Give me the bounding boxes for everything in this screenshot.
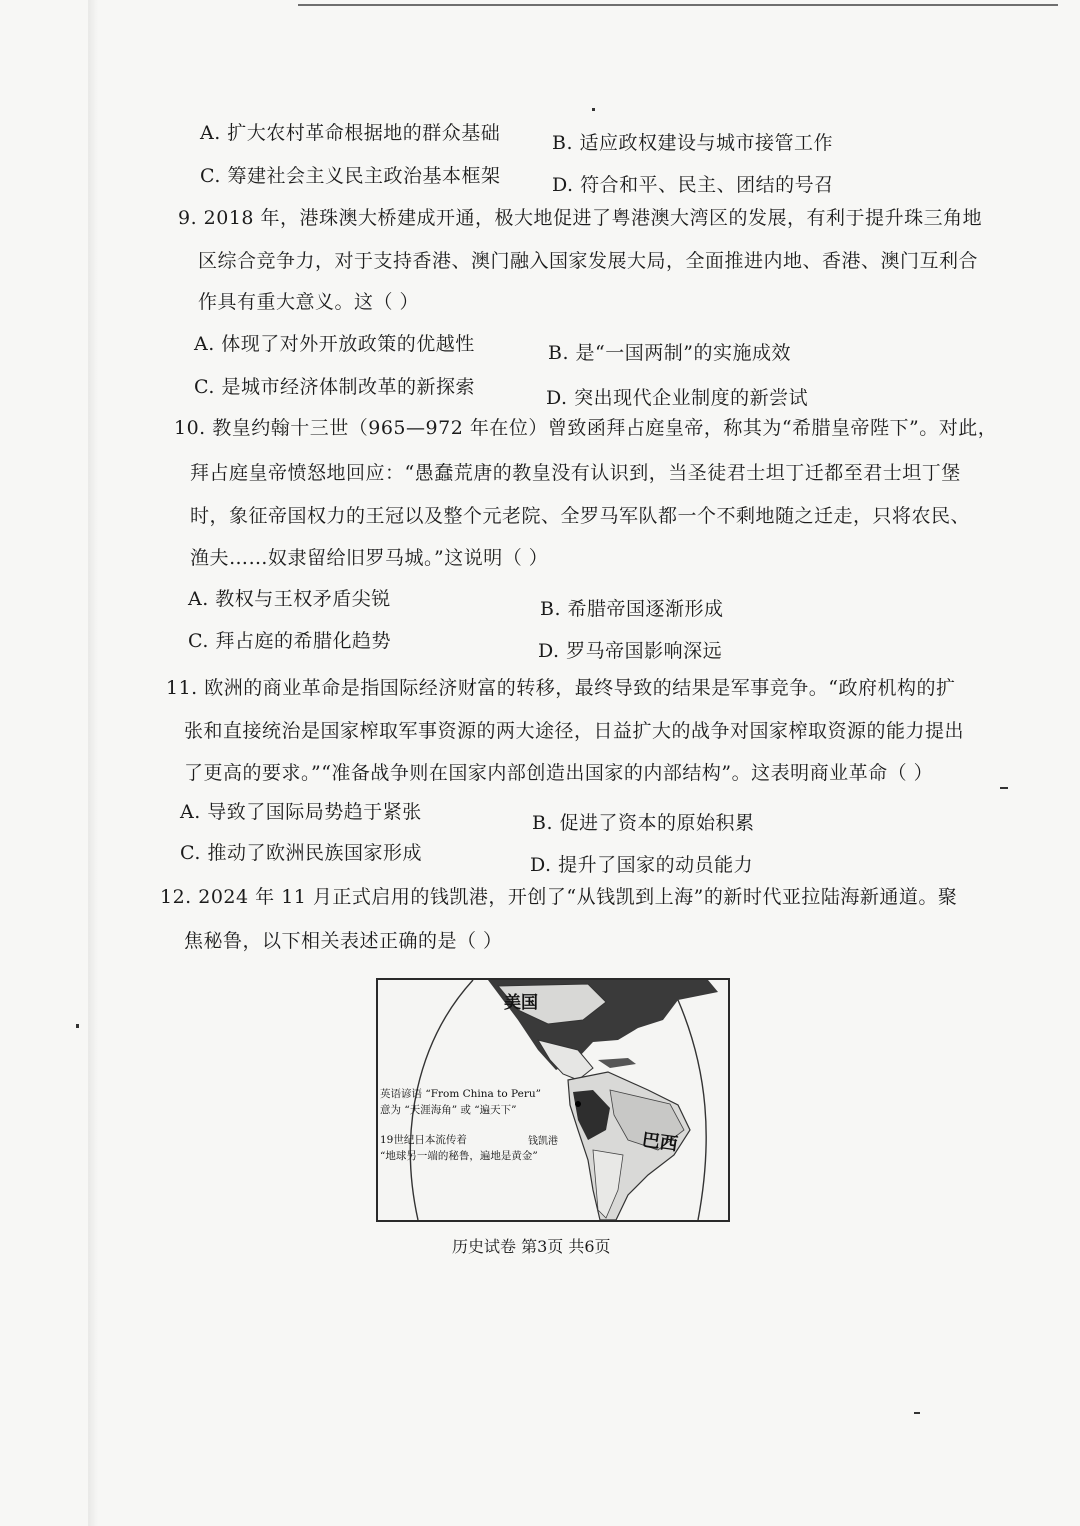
q9-stem-line1: 9. 2018 年，港珠澳大桥建成开通，极大地促进了粤港澳大湾区的发展，有利于提升珠三角地	[178, 207, 983, 229]
q12-stem-line1: 12. 2024 年 11 月正式启用的钱凯港，开创了“从钱凯到上海”的新时代亚拉陆海新通道。聚	[160, 886, 958, 908]
q8-option-d[interactable]: D. 符合和平、民主、团结的号召	[552, 174, 834, 196]
q10-stem-line3: 时，象征帝国权力的王冠以及整个元老院、全罗马军队都一个不剩地随之迁走，只将农民、	[190, 505, 971, 527]
q10-option-d[interactable]: D. 罗马帝国影响深远	[538, 640, 723, 662]
q11-option-c[interactable]: C. 推动了欧洲民族国家形成	[180, 842, 422, 864]
americas-map	[376, 978, 730, 1222]
q10-stem-line4: 渔夫……奴隶留给旧罗马城。”这说明（ ）	[190, 547, 549, 569]
scan-speck	[76, 1024, 79, 1028]
q9-option-c[interactable]: C. 是城市经济体制改革的新探索	[194, 376, 475, 398]
q9-stem-line3: 作具有重大意义。这（ ）	[198, 291, 420, 313]
proverb-line1: 英语谚语 “From China to Peru”	[380, 1088, 541, 1100]
q11-option-a[interactable]: A. 导致了国际局势趋于紧张	[180, 801, 422, 823]
q11-stem-line1: 11. 欧洲的商业革命是指国际经济财富的转移，最终导致的结果是军事竞争。“政府机构的扩	[166, 677, 956, 699]
japan-saying-line2: “地球另一端的秘鲁，遍地是黄金”	[380, 1150, 538, 1162]
q8-option-c[interactable]: C. 筹建社会主义民主政治基本框架	[200, 165, 501, 187]
q10-stem-line2: 拜占庭皇帝愤怒地回应：“愚蠢荒唐的教皇没有认识到，当圣徒君士坦丁迁都至君士坦丁堡	[190, 462, 961, 484]
q10-option-a[interactable]: A. 教权与王权矛盾尖锐	[188, 588, 391, 610]
label-qiankai-port: 钱凯港	[528, 1136, 558, 1147]
page-footer: 历史试卷 第3页 共6页	[452, 1237, 611, 1256]
q11-option-d[interactable]: D. 提升了国家的动员能力	[530, 854, 754, 876]
label-brazil: 巴西	[640, 1129, 680, 1156]
japan-saying-line1: 19世纪日本流传着	[380, 1134, 467, 1146]
q10-option-c[interactable]: C. 拜占庭的希腊化趋势	[188, 630, 391, 652]
proverb-line2: 意为 “天涯海角” 或 “遍天下”	[380, 1104, 517, 1116]
q8-option-a[interactable]: A. 扩大农村革命根据地的群众基础	[200, 122, 501, 144]
scan-shadow	[88, 0, 98, 1526]
q11-option-b[interactable]: B. 促进了资本的原始积累	[532, 812, 755, 834]
label-usa: 美国	[504, 993, 538, 1013]
scan-speck	[914, 1412, 920, 1414]
q10-stem-line1: 10. 教皇约翰十三世（965—972 年在位）曾致函拜占庭皇帝，称其为“希腊皇帝陛下”。对此，	[174, 417, 998, 439]
top-rule	[298, 4, 1058, 6]
scan-speck	[592, 108, 595, 111]
q9-stem-line2: 区综合竞争力，对于支持香港、澳门融入国家发展大局，全面推进内地、香港、澳门互利合	[198, 250, 979, 272]
q9-option-d[interactable]: D. 突出现代企业制度的新尝试	[546, 387, 809, 409]
q12-stem-line2: 焦秘鲁，以下相关表述正确的是（ ）	[184, 930, 503, 952]
q11-stem-line2: 张和直接统治是国家榨取军事资源的两大途径，日益扩大的战争对国家榨取资源的能力提出	[184, 720, 965, 742]
q10-option-b[interactable]: B. 希腊帝国逐渐形成	[540, 598, 724, 620]
scan-speck	[1000, 787, 1008, 789]
q9-option-a[interactable]: A. 体现了对外开放政策的优越性	[194, 333, 475, 355]
q11-stem-line3: 了更高的要求。”“准备战争则在国家内部创造出国家的内部结构”。这表明商业革命（ ）	[184, 762, 934, 784]
q8-option-b[interactable]: B. 适应政权建设与城市接管工作	[552, 132, 834, 154]
q9-option-b[interactable]: B. 是“一国两制”的实施成效	[548, 342, 791, 364]
